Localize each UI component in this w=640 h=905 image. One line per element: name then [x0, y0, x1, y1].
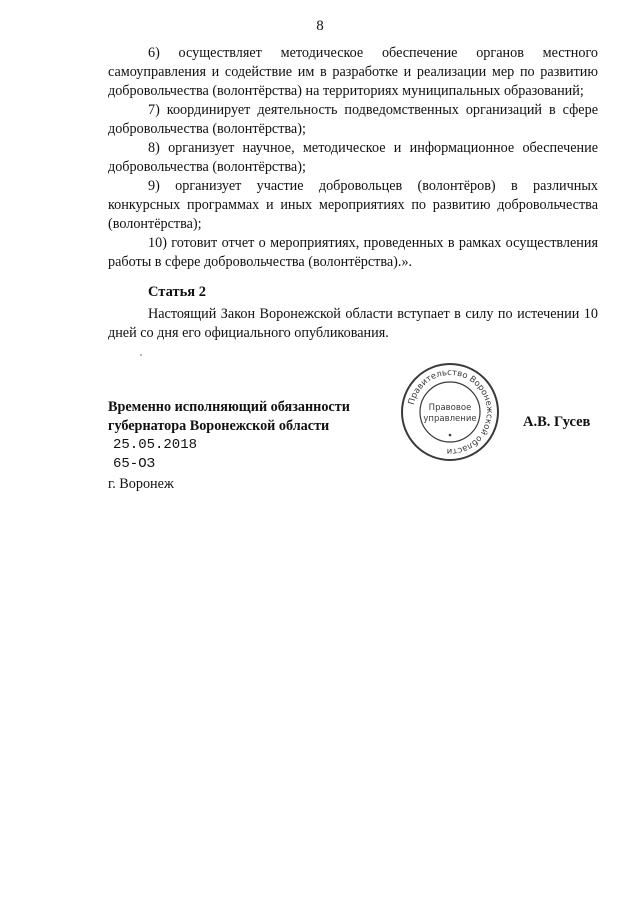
list-item: 8) организует научное, методическое и информационное обеспечение добровольчества (волонтёрства); [108, 140, 598, 175]
stamp-center-line1: Правовое [428, 403, 472, 413]
list-item: 10) готовит отчет о мероприятиях, проведенных в рамках осуществления работы в сфере добровольчества (волонтёрства).». [108, 235, 598, 270]
official-stamp [400, 362, 500, 462]
signing-date: 25.05.2018 [113, 437, 198, 453]
stamp-ring-text: Правительство Воронежской области [406, 367, 495, 457]
law-number: 65-ОЗ [113, 456, 156, 472]
document-body [108, 44, 598, 343]
stamp-center-dot [449, 434, 452, 437]
scan-mark: ' [140, 352, 142, 364]
list-item: 9) организует участие добровольцев (волонтёров) в различных конкурсных программах и иных мероприятиях по развитию добровольчества (волонтёрства); [108, 178, 598, 232]
signature-block [108, 398, 350, 494]
signing-city: г. Воронеж [108, 476, 174, 492]
stamp-center-line2: управление [423, 414, 477, 424]
article-heading: Статья 2 [148, 284, 206, 300]
page-number: 8 [316, 18, 324, 34]
list-item: 7) координирует деятельность подведомственных организаций в сфере добровольчества (волонтёрства); [108, 102, 598, 137]
list-item: 6) осуществляет методическое обеспечение органов местного самоуправления и содействие им в разработке и реализации мер по развитию добровольчества (волонтёрства) на территориях муниципальных образований; [108, 45, 598, 99]
article-text: Настоящий Закон Воронежской области вступает в силу по истечении 10 дней со дня его официального опубликования. [108, 306, 598, 341]
signer-name: А.В. Гусев [523, 414, 591, 430]
signer-title-line1: Временно исполняющий обязанности [108, 399, 350, 415]
signer-title-line2: губернатора Воронежской области [108, 418, 330, 434]
